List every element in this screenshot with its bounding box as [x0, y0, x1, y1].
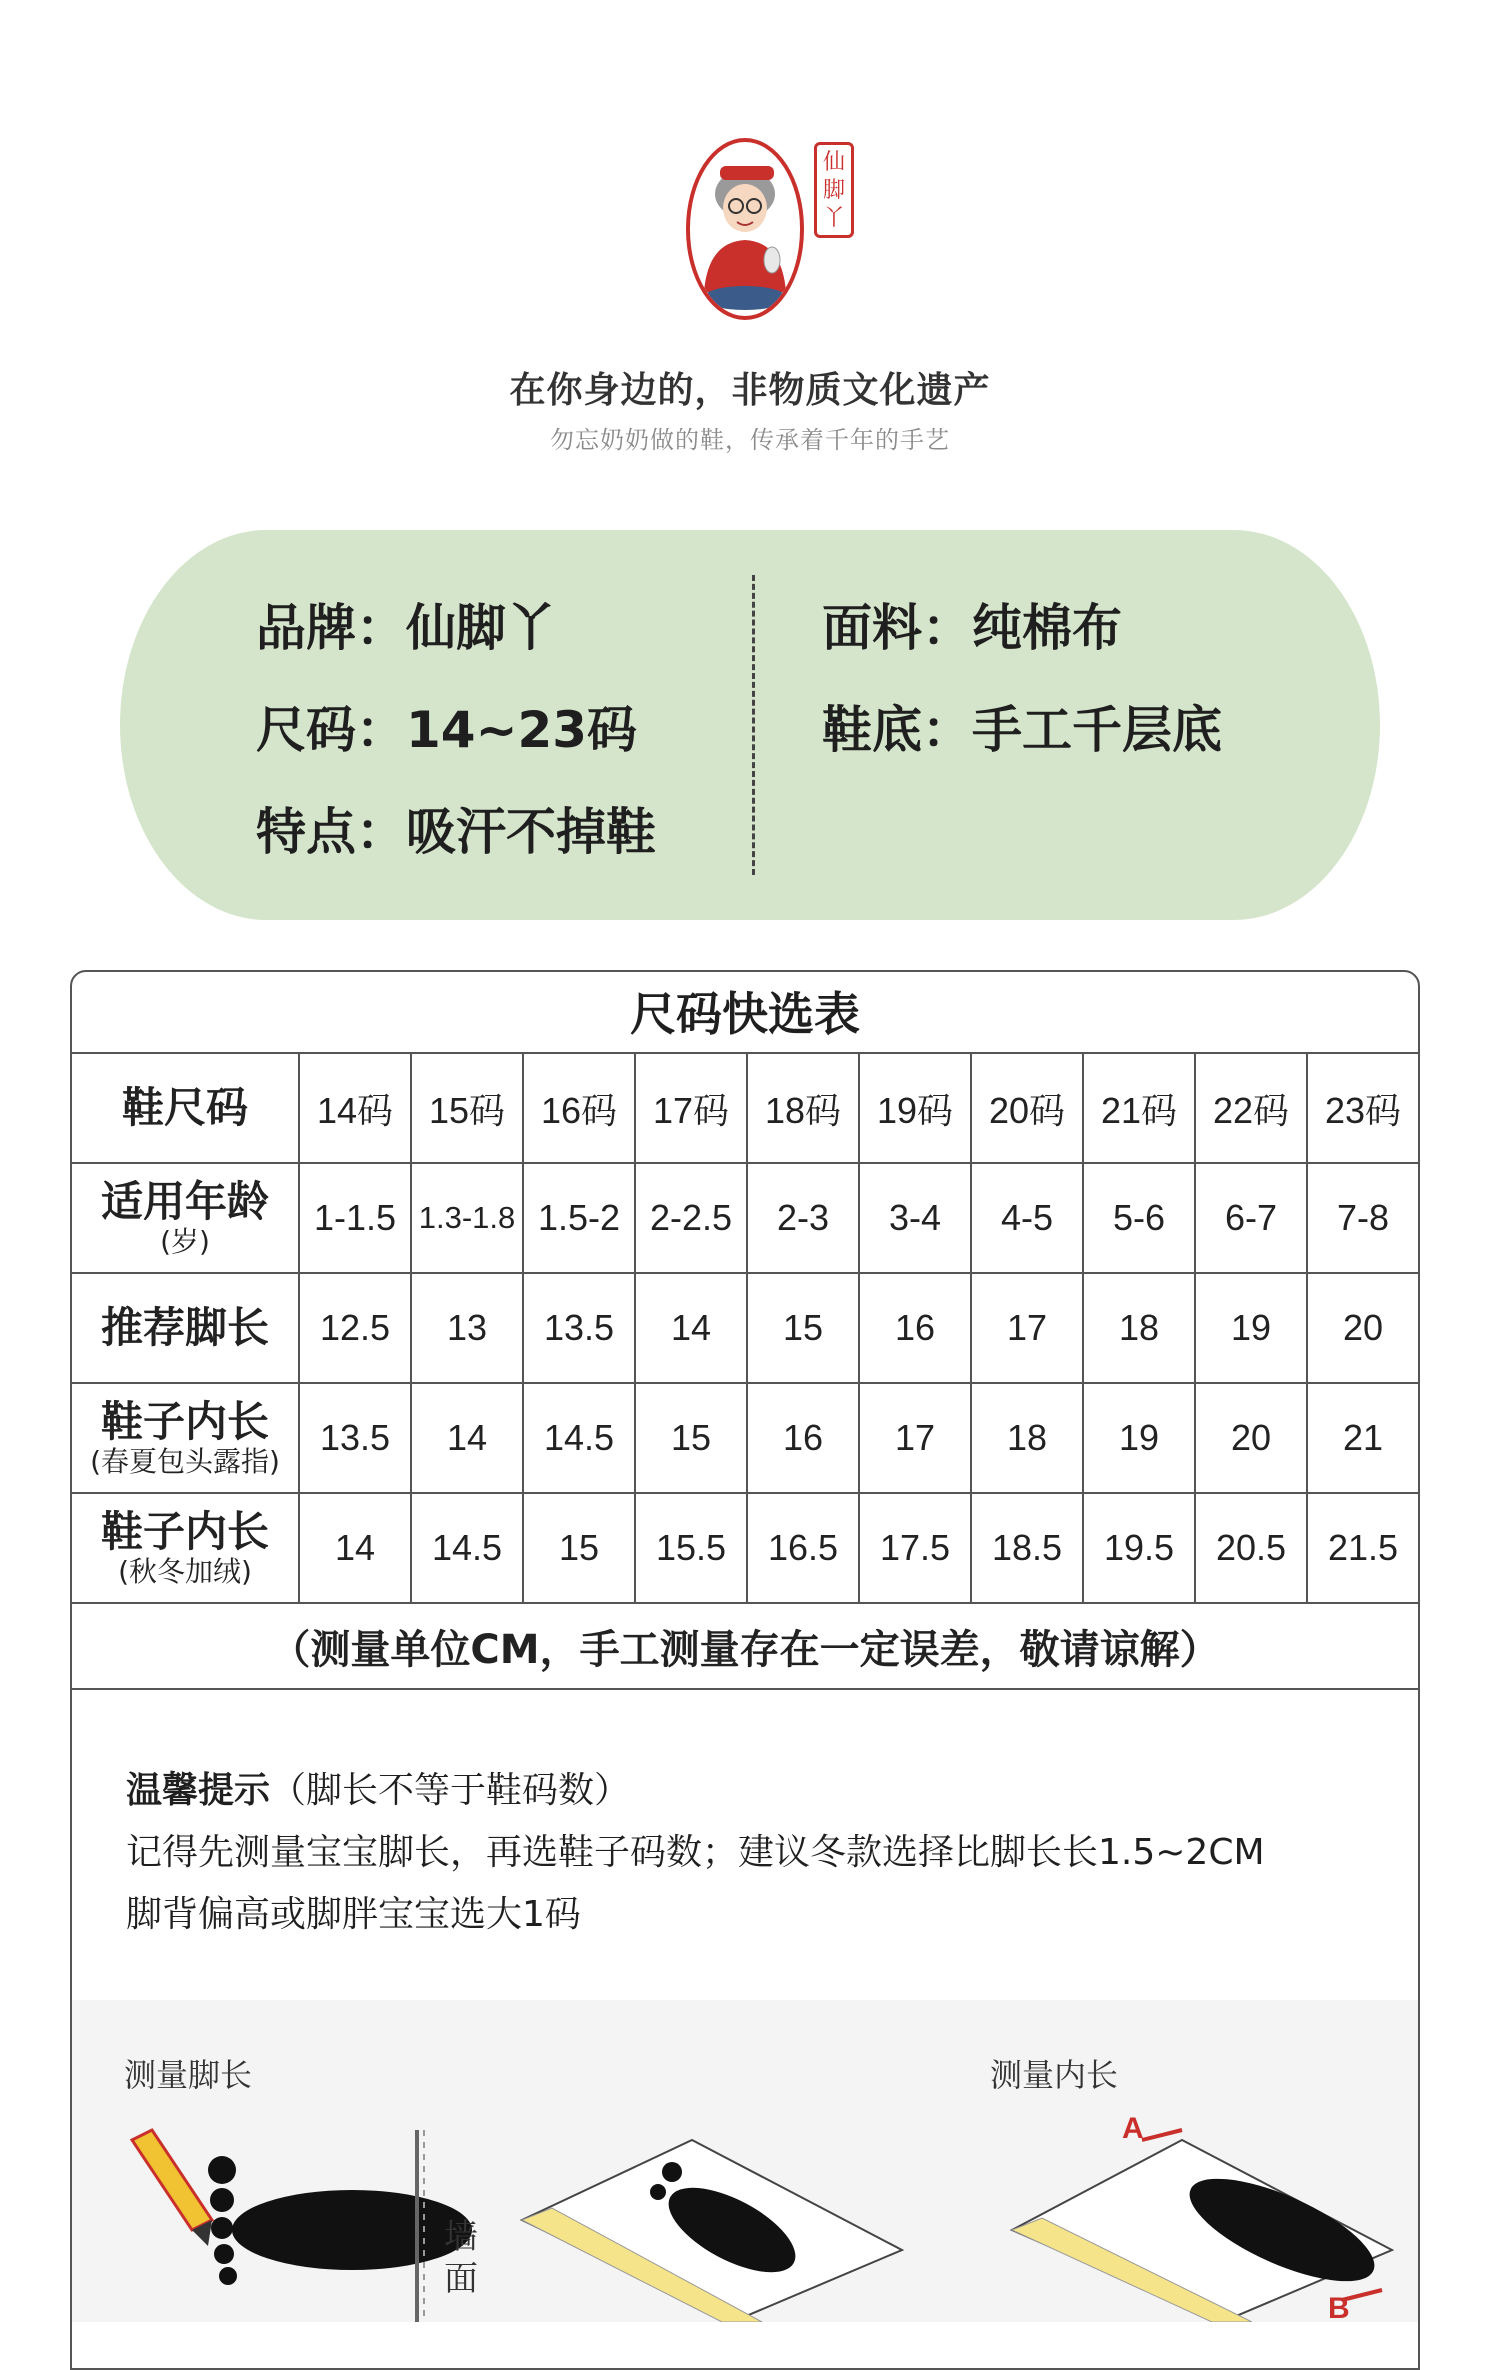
point-a-label: A: [1122, 2112, 1144, 2145]
size-table-cell: 20: [1195, 1383, 1307, 1493]
tip-title-note: （脚长不等于鞋码数）: [270, 1770, 631, 1811]
info-fabric: 面料：纯棉布: [822, 599, 1122, 657]
size-table-cell: 17码: [635, 1053, 747, 1163]
size-table-cell: 15: [635, 1383, 747, 1493]
size-table-cell: 19码: [859, 1053, 971, 1163]
size-table: [70, 1052, 1420, 1690]
tip-title: [126, 1762, 630, 1813]
seal-char-3: 丫: [822, 206, 845, 231]
size-table-cell: 18.5: [971, 1493, 1083, 1603]
info-divider: [752, 575, 755, 875]
row-header: [71, 1273, 299, 1383]
size-table-cell: 4-5: [971, 1163, 1083, 1273]
size-table-cell: 16码: [523, 1053, 635, 1163]
row-header: [71, 1163, 299, 1273]
row-header-label: 鞋子内长: [100, 1507, 269, 1556]
size-table-title: 尺码快选表: [630, 987, 860, 1041]
size-table-cell: 14.5: [411, 1493, 523, 1603]
size-table-cell: 14: [299, 1493, 411, 1603]
size-table-cell: 18: [1083, 1273, 1195, 1383]
tip-line-2: 脚背偏高或脚胖宝宝选大1码: [126, 1894, 581, 1935]
size-table-cell: 17: [859, 1383, 971, 1493]
size-table-cell: 13.5: [299, 1383, 411, 1493]
size-table-cell: 17.5: [859, 1493, 971, 1603]
size-table-cell: 13.5: [523, 1273, 635, 1383]
size-table-cell: 16: [859, 1273, 971, 1383]
size-table-cell: 21: [1307, 1383, 1419, 1493]
row-header-label: 适用年龄: [100, 1177, 269, 1226]
size-table-cell: 3-4: [859, 1163, 971, 1273]
brand-seal: [814, 142, 854, 238]
size-table-cell: 19: [1083, 1383, 1195, 1493]
size-table-cell: 2-3: [747, 1163, 859, 1273]
size-table-cell: 16.5: [747, 1493, 859, 1603]
size-table-row: [71, 1053, 1419, 1163]
measure-foot-label: 测量脚长: [124, 2056, 253, 2094]
size-table-cell: 20: [1307, 1273, 1419, 1383]
info-feature: 特点：吸汗不掉鞋: [256, 803, 656, 861]
measure-inner-label: 测量内长: [990, 2056, 1119, 2094]
size-table-cell: 12.5: [299, 1273, 411, 1383]
size-table-cell: 19.5: [1083, 1493, 1195, 1603]
row-header: [71, 1053, 299, 1163]
size-table-row: [71, 1163, 1419, 1273]
grandma-illustration: [686, 138, 804, 320]
size-table-cell: 15: [747, 1273, 859, 1383]
row-header: [71, 1383, 299, 1493]
size-table-note-row: [71, 1603, 1419, 1689]
info-sole: 鞋底：手工千层底: [822, 701, 1222, 759]
wall-label-2: 面: [444, 2259, 478, 2299]
size-table-cell: 17: [971, 1273, 1083, 1383]
brand-subslogan: 勿忘奶奶做的鞋，传承着千年的手艺: [550, 426, 950, 454]
grandma-icon: [690, 142, 800, 316]
size-table-row: [71, 1383, 1419, 1493]
size-table-cell: 2-2.5: [635, 1163, 747, 1273]
measure-illustrations: [72, 2100, 1418, 2322]
size-table-cell: 21.5: [1307, 1493, 1419, 1603]
size-table-cell: 6-7: [1195, 1163, 1307, 1273]
size-table-row: [71, 1273, 1419, 1383]
brand-logo: [686, 138, 856, 328]
info-brand: 品牌：仙脚丫: [256, 599, 556, 657]
size-table-cell: 14.5: [523, 1383, 635, 1493]
size-table-cell: 5-6: [1083, 1163, 1195, 1273]
row-header-label: 鞋尺码: [121, 1083, 248, 1132]
seal-char-2: 脚: [822, 178, 845, 203]
size-table-cell: 18码: [747, 1053, 859, 1163]
row-header: [71, 1493, 299, 1603]
size-table-cell: 20.5: [1195, 1493, 1307, 1603]
size-table-cell: 19: [1195, 1273, 1307, 1383]
row-header-label: 推荐脚长: [100, 1303, 269, 1352]
size-table-note: （测量单位CM，手工测量存在一定误差，敬请谅解）: [71, 1603, 1419, 1689]
seal-char-1: 仙: [822, 150, 845, 175]
size-table-cell: 23码: [1307, 1053, 1419, 1163]
info-size: 尺码：14~23码: [256, 701, 638, 759]
size-table-cell: 18: [971, 1383, 1083, 1493]
foot-print-icon: [208, 2156, 472, 2285]
row-header-sub: (春夏包头露指): [90, 1445, 280, 1478]
size-table-cell: 20码: [971, 1053, 1083, 1163]
size-table-row: [71, 1493, 1419, 1603]
tip-line-1: 记得先测量宝宝脚长，再选鞋子码数；建议冬款选择比脚长长1.5~2CM: [126, 1832, 1265, 1873]
row-header-label: 鞋子内长: [100, 1397, 269, 1446]
size-table-cell: 14码: [299, 1053, 411, 1163]
size-table-cell: 13: [411, 1273, 523, 1383]
size-table-cell: 21码: [1083, 1053, 1195, 1163]
point-b-label: B: [1328, 2292, 1350, 2322]
pencil-icon: [132, 2130, 212, 2246]
row-header-sub: (岁): [160, 1225, 210, 1258]
tip-title-text: 温馨提示: [126, 1770, 271, 1811]
size-table-cell: 15.5: [635, 1493, 747, 1603]
size-table-cell: 15: [523, 1493, 635, 1603]
size-table-cell: 14: [635, 1273, 747, 1383]
size-table-cell: 15码: [411, 1053, 523, 1163]
size-table-cell: 1.5-2: [523, 1163, 635, 1273]
size-table-cell: 16: [747, 1383, 859, 1493]
size-table-cell: 14: [411, 1383, 523, 1493]
brand-slogan: 在你身边的，非物质文化遗产: [509, 370, 991, 411]
size-table-cell: 7-8: [1307, 1163, 1419, 1273]
row-header-sub: (秋冬加绒): [118, 1555, 252, 1588]
size-table-cell: 1.3-1.8: [411, 1163, 523, 1273]
ruler-foot-icon: [522, 2140, 902, 2322]
size-table-cell: 1-1.5: [299, 1163, 411, 1273]
wall-label-1: 墙: [444, 2217, 478, 2257]
size-table-cell: 22码: [1195, 1053, 1307, 1163]
